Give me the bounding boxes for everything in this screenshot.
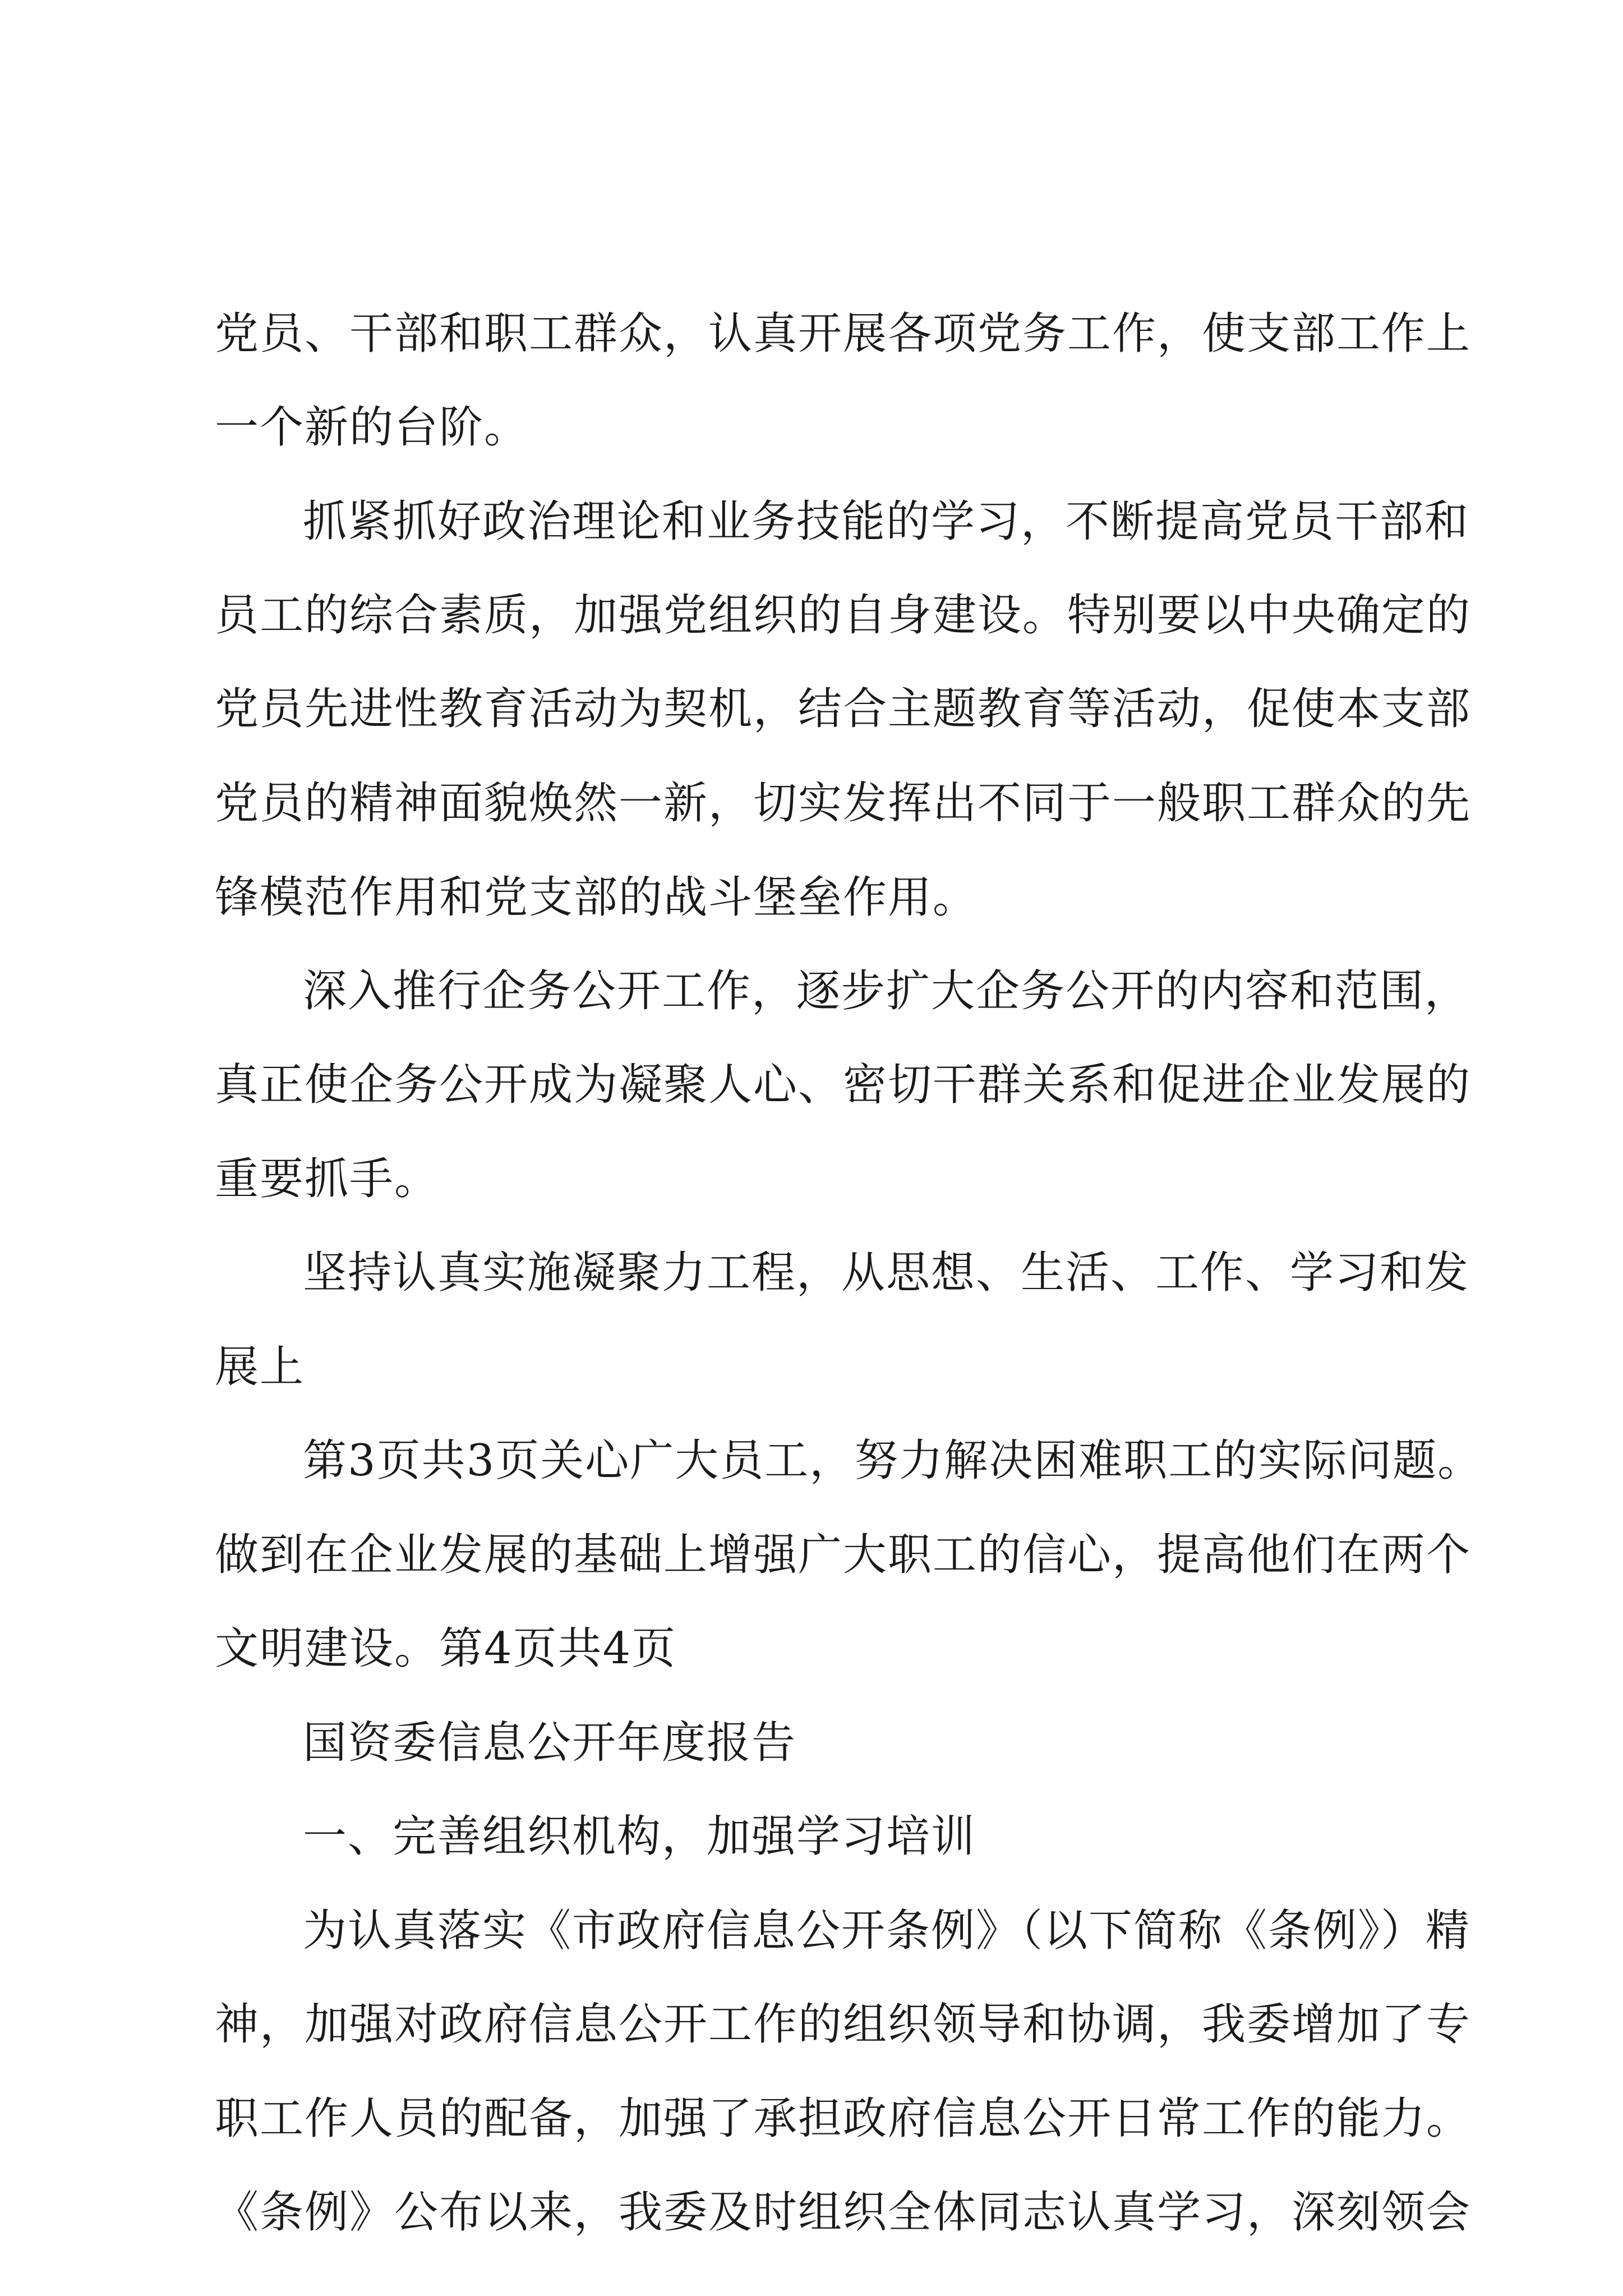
- body-text-line: 一个新的台阶。: [215, 402, 529, 453]
- body-text-line: 做到在企业发展的基础上增强广大职工的信心，提高他们在两个: [215, 1530, 1472, 1580]
- section-heading: 一、完善组织机构，加强学习培训: [303, 1811, 976, 1862]
- body-text-line: 员工的综合素质，加强党组织的自身建设。特别要以中央确定的: [215, 590, 1472, 641]
- section-title: 国资委信息公开年度报告: [303, 1718, 797, 1768]
- body-text-line: 抓紧抓好政治理论和业务技能的学习，不断提高党员干部和: [303, 496, 1470, 547]
- body-text-line: 重要抓手。: [215, 1154, 440, 1204]
- body-text-line: 为认真落实《市政府信息公开条例》（以下简称《条例》）精: [303, 1906, 1471, 1956]
- body-text-line: 党员的精神面貌焕然一新，切实发挥出不同于一般职工群众的先: [215, 778, 1472, 829]
- body-text-line: 党员、干部和职工群众，认真开展各项党务工作，使支部工作上: [215, 309, 1472, 359]
- body-text-line: 真正使企务公开成为凝聚人心、密切干群关系和促进企业发展的: [215, 1060, 1472, 1110]
- body-text-line: 职工作人员的配备，加强了承担政府信息公开日常工作的能力。: [215, 2093, 1472, 2144]
- body-text-line: 锋模范作用和党支部的战斗堡垒作用。: [215, 872, 978, 923]
- body-text-line: 深入推行企务公开工作，逐步扩大企务公开的内容和范围，: [303, 966, 1470, 1016]
- body-text-line: 坚持认真实施凝聚力工程，从思想、生活、工作、学习和发: [303, 1248, 1470, 1298]
- body-text-line: 第3页共3页关心广大员工，努力解决困难职工的实际问题。: [303, 1435, 1483, 1486]
- body-text-line: 党员先进性教育活动为契机，结合主题教育等活动，促使本支部: [215, 684, 1472, 734]
- body-text-line: 神，加强对政府信息公开工作的组织领导和协调，我委增加了专: [215, 1999, 1472, 2050]
- body-text-line: 展上: [215, 1342, 305, 1392]
- body-text-line: 《条例》公布以来，我委及时组织全体同志认真学习，深刻领会: [215, 2187, 1472, 2238]
- body-text-line: 文明建设。第4页共4页: [215, 1623, 677, 1674]
